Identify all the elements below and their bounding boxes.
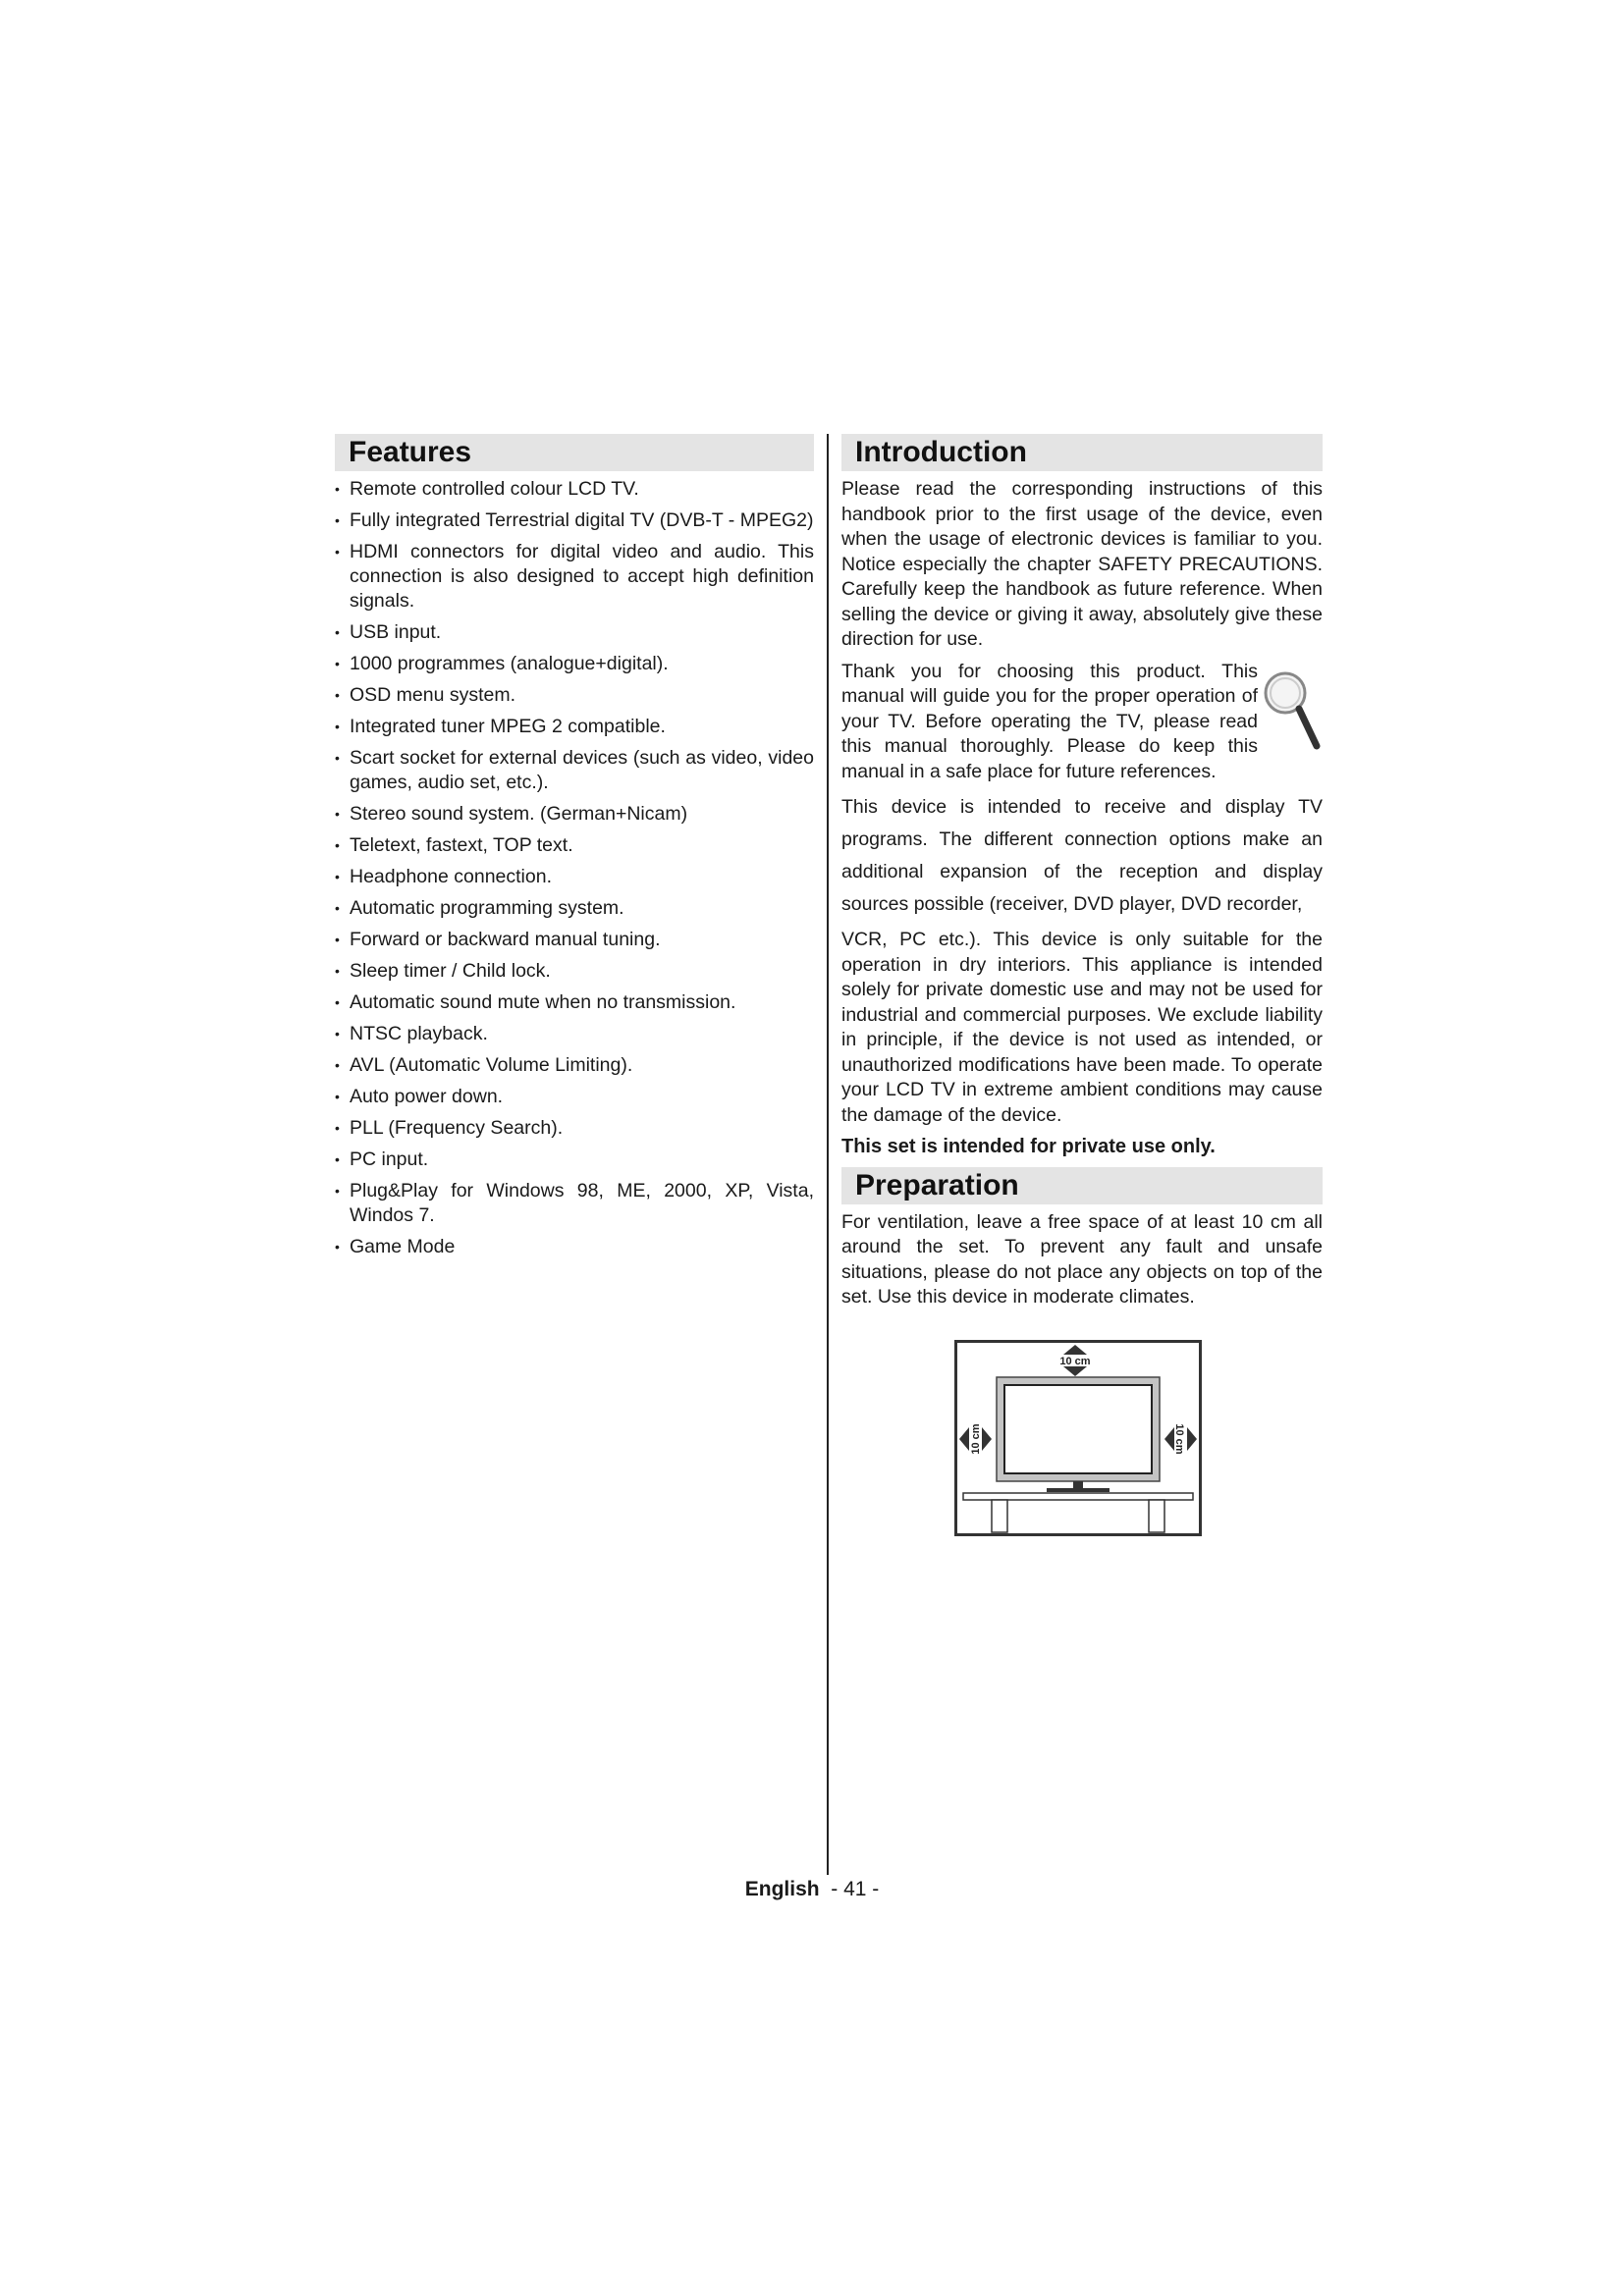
feature-item: • Teletext, fastext, TOP text. bbox=[335, 833, 814, 858]
feature-item: • AVL (Automatic Volume Limiting). bbox=[335, 1053, 814, 1078]
tv-stand-base bbox=[1047, 1488, 1110, 1492]
feature-item: • Remote controlled colour LCD TV. bbox=[335, 477, 814, 502]
introduction-paragraph: Please read the corresponding instructions of this handbook prior to the first usage of the device, even when the usage of electronic devices is familiar to you. Notice especially the chapter SAFETY PRECAUTIONS. Carefully keep the handbook as future reference. When selling the device or giving it away, absolutely give these direction for use. bbox=[841, 478, 1323, 650]
feature-item: • Auto power down. bbox=[335, 1085, 814, 1109]
feature-item: • Sleep timer / Child lock. bbox=[335, 959, 814, 984]
magnifier-icon bbox=[1260, 667, 1323, 756]
features-heading: Features bbox=[335, 434, 814, 471]
feature-item: • Automatic sound mute when no transmission. bbox=[335, 990, 814, 1015]
feature-item: • Integrated tuner MPEG 2 compatible. bbox=[335, 715, 814, 739]
introduction-paragraph: VCR, PC etc.). This device is only suitable for the operation in dry interiors. This appliance is intended solely for private domestic use and may not be used for industrial and commercial purposes. We exclude liability in principle, if the device is not used as intended, or unauthorized modifications have been made. To operate your LCD TV in extreme ambient conditions may cause the damage of the device. bbox=[841, 929, 1323, 1126]
private-use-note: This set is intended for private use only. bbox=[841, 1136, 1216, 1157]
tv-table-leg bbox=[1149, 1500, 1164, 1532]
page-footer bbox=[0, 1878, 1624, 1901]
introduction-column bbox=[841, 434, 1323, 1536]
ventilation-diagram-svg bbox=[954, 1340, 1202, 1536]
feature-item: • Automatic programming system. bbox=[335, 896, 814, 921]
column-divider bbox=[827, 434, 829, 1875]
feature-item: • Fully integrated Terrestrial digital TV (DVB-T - MPEG2) bbox=[335, 508, 814, 533]
feature-item: • HDMI connectors for digital video and audio. This connection is also designed to accept high definition signals. bbox=[335, 540, 814, 614]
thank-you-block bbox=[841, 660, 1323, 785]
tv-table-leg bbox=[992, 1500, 1007, 1532]
feature-item: • Stereo sound system. (German+Nicam) bbox=[335, 802, 814, 827]
preparation-paragraph: For ventilation, leave a free space of at least 10 cm all around the set. To prevent any fault and unsafe situations, please do not place any objects on top of the set. Use this device in moderate climates. bbox=[841, 1210, 1323, 1308]
features-list bbox=[335, 477, 814, 1259]
tv-table-top bbox=[963, 1493, 1193, 1500]
features-column bbox=[335, 434, 814, 1266]
left-clearance-label: 10 cm bbox=[970, 1422, 982, 1455]
feature-item: • PLL (Frequency Search). bbox=[335, 1116, 814, 1141]
feature-item: • Forward or backward manual tuning. bbox=[335, 928, 814, 952]
feature-item: • USB input. bbox=[335, 620, 814, 645]
introduction-paragraph: This device is intended to receive and display TV programs. The different connection options make an additional expansion of the reception and display sources possible (receiver, DVD player, DVD recorder, bbox=[841, 796, 1323, 915]
feature-item: • OSD menu system. bbox=[335, 683, 814, 708]
introduction-paragraph: Thank you for choosing this product. This manual will guide you for the proper operation of your TV. Before operating the TV, please read this manual thoroughly. Please do keep this manual in a safe place for future references. bbox=[841, 660, 1258, 782]
tv-screen bbox=[1004, 1385, 1152, 1473]
tv-neck bbox=[1073, 1481, 1083, 1488]
page-number: - 41 - bbox=[831, 1878, 880, 1900]
right-clearance-label: 10 cm bbox=[1173, 1422, 1185, 1455]
feature-item: • 1000 programmes (analogue+digital). bbox=[335, 652, 814, 676]
top-clearance-label: 10 cm bbox=[1059, 1355, 1091, 1367]
feature-item: • Plug&Play for Windows 98, ME, 2000, XP, Vista, Windos 7. bbox=[335, 1179, 814, 1228]
preparation-heading: Preparation bbox=[841, 1167, 1323, 1204]
feature-item: • Headphone connection. bbox=[335, 865, 814, 889]
feature-item: • Scart socket for external devices (such as video, video games, audio set, etc.). bbox=[335, 746, 814, 795]
feature-item: • NTSC playback. bbox=[335, 1022, 814, 1046]
feature-item: • PC input. bbox=[335, 1148, 814, 1172]
feature-item: • Game Mode bbox=[335, 1235, 814, 1259]
introduction-heading: Introduction bbox=[841, 434, 1323, 471]
ventilation-diagram bbox=[954, 1340, 1202, 1536]
footer-language: English bbox=[744, 1878, 820, 1900]
